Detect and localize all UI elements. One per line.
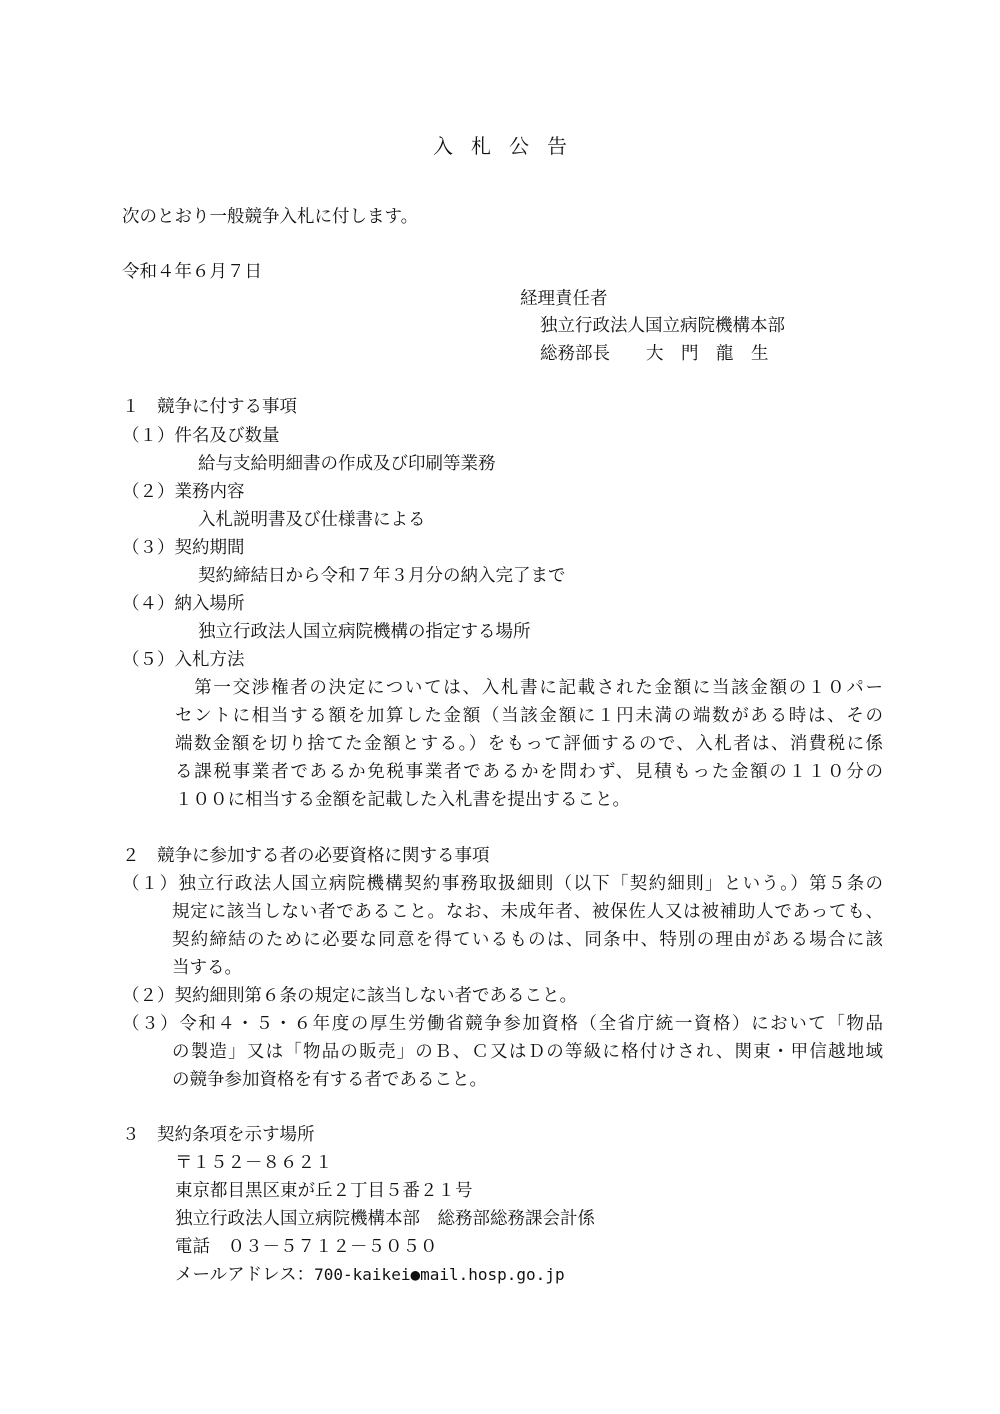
method-line: １００に相当する金額を記載した入札書を提出すること。 bbox=[175, 790, 630, 810]
method-line: セントに相当する額を加算した金額（当該金額に１円未満の端数がある時は、その bbox=[175, 706, 883, 726]
section-2-heading: ２ 競争に参加する者の必要資格に関する事項 bbox=[122, 846, 490, 866]
issuer-signature bbox=[540, 346, 769, 364]
item-text: 独立行政法人国立病院機構の指定する場所 bbox=[198, 622, 531, 642]
qual-1-line: 当する。 bbox=[172, 958, 242, 978]
email-address: 700-kaikei●mail.hosp.go.jp bbox=[314, 1265, 565, 1284]
item-text: 給与支給明細書の作成及び印刷等業務 bbox=[198, 454, 496, 474]
method-label: （５）入札方法 bbox=[122, 650, 245, 670]
item-label: （４）納入場所 bbox=[122, 594, 245, 614]
page-title: 入札公告 bbox=[433, 134, 585, 158]
department: 独立行政法人国立病院機構本部 総務部総務課会計係 bbox=[175, 1209, 595, 1229]
item-label: （１）件名及び数量 bbox=[122, 426, 280, 446]
qual-1-line: （１）独立行政法人国立病院機構契約事務取扱細則（以下「契約細則」という。）第５条の bbox=[122, 874, 883, 894]
phone: 電話 ０３－５７１２－５０５０ bbox=[175, 1237, 438, 1257]
qual-2: （２）契約細則第６条の規定に該当しない者であること。 bbox=[122, 986, 577, 1006]
issuer-name: 大 門 龍 生 bbox=[646, 344, 769, 364]
issuer-org: 独立行政法人国立病院機構本部 bbox=[540, 316, 785, 336]
method-line: る課税事業者であるか免税事業者であるかを問わず、見積もった金額の１１０分の bbox=[175, 762, 883, 782]
qual-1-line: 契約締結のために必要な同意を得ているものは、同条中、特別の理由がある場合に該 bbox=[172, 930, 883, 950]
item-label: （３）契約期間 bbox=[122, 538, 245, 558]
issuer-role: 経理責任者 bbox=[520, 289, 608, 309]
postal-code: 〒１５２－８６２１ bbox=[175, 1153, 333, 1173]
email-row bbox=[175, 1267, 565, 1285]
item-text: 契約締結日から令和７年３月分の納入完了まで bbox=[198, 566, 566, 586]
email-label: メールアドレス： bbox=[175, 1265, 315, 1285]
qual-1-line: 規定に該当しない者であること。なお、未成年者、被保佐人又は被補助人であっても、 bbox=[172, 902, 883, 922]
section-1-heading: １ 競争に付する事項 bbox=[122, 397, 297, 417]
intro-text: 次のとおり一般競争入札に付します。 bbox=[122, 207, 419, 227]
notice-date: 令和４年６月７日 bbox=[122, 262, 262, 282]
method-line: 第一交渉権者の決定については、入札書に記載された金額に当該金額の１０パー bbox=[175, 678, 883, 698]
qual-3-line: の製造」又は「物品の販売」のＢ、Ｃ又はＤの等級に格付けされ、関東・甲信越地域 bbox=[172, 1042, 883, 1062]
qual-3-line: （３）令和４・５・６年度の厚生労働省競争参加資格（全省庁統一資格）において「物品 bbox=[122, 1014, 883, 1034]
method-line: 端数金額を切り捨てた金額とする。）をもって評価するので、入札者は、消費税に係 bbox=[175, 734, 883, 754]
item-label: （２）業務内容 bbox=[122, 482, 245, 502]
item-text: 入札説明書及び仕様書による bbox=[198, 510, 426, 530]
issuer-position: 総務部長 bbox=[540, 344, 610, 364]
section-3-heading: ３ 契約条項を示す場所 bbox=[122, 1125, 315, 1145]
qual-3-line: の競争参加資格を有する者であること。 bbox=[172, 1070, 487, 1090]
address: 東京都目黒区東が丘２丁目５番２１号 bbox=[175, 1181, 473, 1201]
